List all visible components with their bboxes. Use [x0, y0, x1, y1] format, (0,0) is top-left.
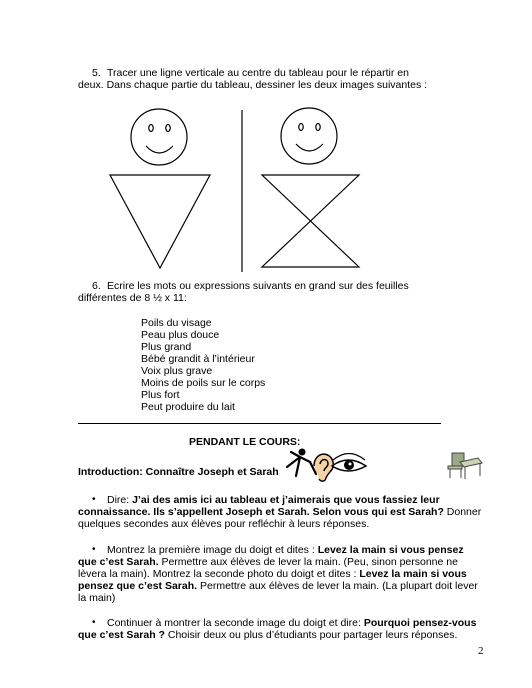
ear-icon	[314, 454, 333, 481]
bullet-line	[78, 592, 115, 604]
bullet-line	[78, 556, 458, 568]
list-item: Peut produire du lait	[141, 401, 235, 413]
bold-text: que c’est Sarah ?	[78, 629, 165, 641]
step6-line1: Ecrire les mots ou expressions suivants en grand sur des feuilles	[107, 280, 409, 292]
list-item: Poils du visage	[141, 317, 212, 329]
bold-text: J’ai des amis ici au tableau et j’aimerais que vous fassiez leur	[132, 494, 440, 506]
section-heading: PENDANT LE COURS:	[189, 436, 301, 448]
bullet-line	[78, 580, 478, 592]
text: Continuer à montrer la seconde image du doigt et dire:	[107, 617, 364, 629]
list-item: Plus fort	[141, 389, 180, 401]
list-item: Voix plus grave	[141, 365, 213, 377]
list-item: Bébé grandit à l’intérieur	[141, 353, 255, 365]
bullet-marker: •	[92, 494, 96, 505]
bold-text: que c’est Sarah.	[78, 556, 159, 568]
step5-number: 5.	[92, 67, 101, 79]
text: Montrez la première image du doigt et dites :	[107, 544, 318, 556]
desk-chair-icon	[448, 453, 482, 479]
bold-text: Levez la main si vous pensez	[317, 544, 464, 556]
page-number: 2	[478, 645, 484, 657]
bullet-line	[78, 506, 481, 518]
bold-text: Levez la main si vous	[359, 568, 467, 580]
bullet-line	[78, 568, 467, 580]
bold-text: Pourquoi pensez-vous	[363, 617, 477, 629]
bullet-line	[107, 494, 440, 506]
step5-line1: Tracer une ligne verticale au centre du tableau pour le répartir en	[107, 67, 409, 79]
bullet-line	[107, 544, 464, 556]
list-item: Moins de poils sur le corps	[141, 377, 266, 389]
bold-text: connaissance. Ils s’appellent Joseph et Sarah. Selon vous qui est Sarah?	[78, 506, 444, 518]
text: Permettre aux élèves de lever la main. (La plupart doit lever	[197, 580, 478, 592]
step5-line2: deux. Dans chaque partie du tableau, dessiner les deux images suivantes :	[78, 79, 428, 91]
bullet-line	[107, 617, 476, 629]
bold-text: pensez que c’est Sarah.	[78, 580, 198, 592]
bullet-marker: •	[92, 544, 96, 555]
list-item: Plus grand	[141, 341, 192, 353]
text: lèvera la main). Montrez la seconde photo du doigt et dites :	[78, 568, 360, 580]
bullet-line	[78, 629, 457, 641]
text: Permettre aux élèves de lever la main. (Peu, sinon personne ne	[158, 556, 458, 568]
bullet-line	[78, 518, 369, 530]
step6-line2: différentes de 8 ½ x 11:	[78, 292, 187, 304]
text: quelques secondes aux élèves pour refléchir à leurs réponses.	[78, 518, 370, 530]
text: Choisir deux ou plus d’étudiants pour partager leurs réponses.	[164, 629, 458, 641]
stick-figure-icon	[287, 449, 316, 476]
bullet-marker: •	[92, 617, 96, 628]
eye-icon	[332, 454, 366, 472]
intro-heading: Introduction: Connaître Joseph et Sarah	[78, 466, 279, 478]
text: la main)	[78, 592, 116, 604]
text: Dire:	[107, 494, 133, 506]
text: Donner	[443, 506, 482, 518]
list-item: Peau plus douce	[141, 329, 220, 341]
step6-number: 6.	[92, 280, 101, 292]
